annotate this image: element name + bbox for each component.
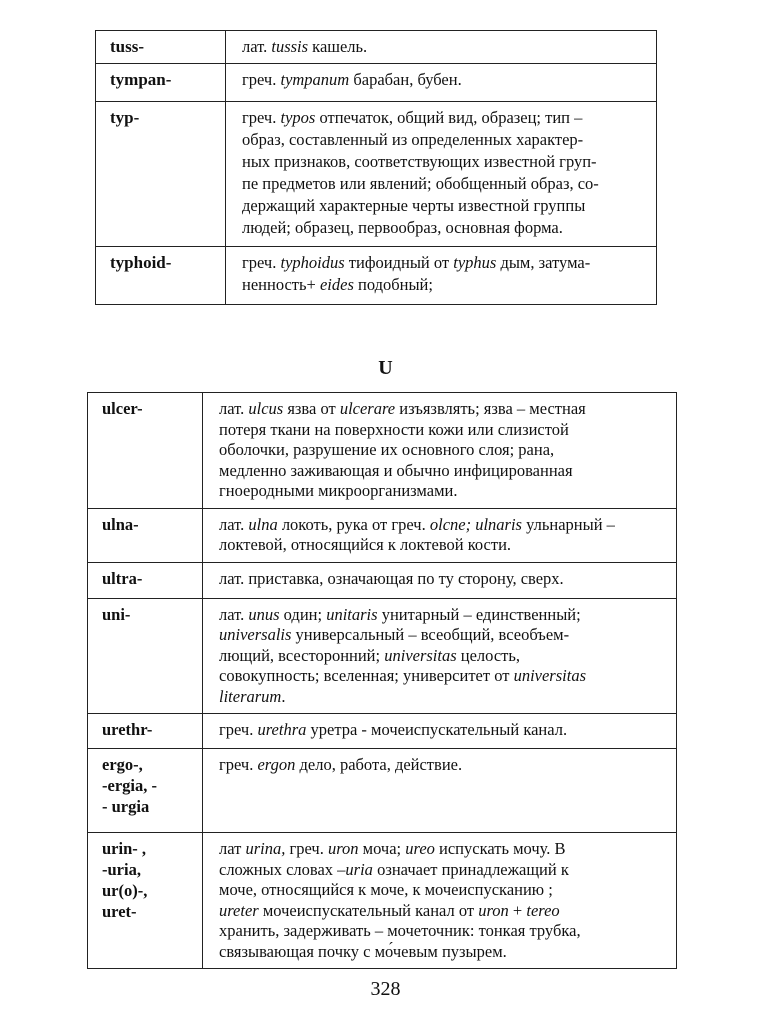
entry-definition: греч. typos отпечаток, общий вид, образец; тип – образ, составленный из определенных характер- ных признаков, соответствующих известной груп- пе предметов или явлений; обобщенный образ, со- держащий характерные черты известной группы людей; образец, первообраз, основная форма. [226, 102, 657, 247]
entry-term: ulna- [88, 508, 203, 562]
entry-definition: греч. typhoidus тифоидный от typhus дым, затума- ненность+ eides подобный; [226, 247, 657, 305]
entry-term: ulcer- [88, 393, 203, 509]
entry-term: ergo-, -ergia, - - urgia [88, 749, 203, 833]
table-row [88, 508, 677, 562]
entry-term: typhoid- [96, 247, 226, 305]
entry-term: typ- [96, 102, 226, 247]
entry-definition: лат. ulna локоть, рука от греч. olcne; ulnaris ульнарный – локтевой, относящийся к локтевой кости. [203, 508, 677, 562]
entry-definition: греч. ergon дело, работа, действие. [203, 749, 677, 833]
entry-definition: греч. urethra уретра - мочеиспускательный канал. [203, 714, 677, 749]
entry-term: tuss- [96, 31, 226, 64]
entry-term: uni- [88, 598, 203, 714]
table-row [88, 562, 677, 598]
table-row [88, 714, 677, 749]
table-row [96, 31, 657, 64]
entry-definition: лат. приставка, означающая по ту сторону, сверх. [203, 562, 677, 598]
entry-definition: греч. tympanum барабан, бубен. [226, 64, 657, 102]
entry-term: urin- , -uria, ur(o)-, uret- [88, 833, 203, 969]
table-row [96, 247, 657, 305]
table-row [88, 393, 677, 509]
entry-term: urethr- [88, 714, 203, 749]
page-number: 328 [370, 978, 401, 1000]
dictionary-table-u [87, 392, 677, 969]
section-letter-heading: U [378, 357, 393, 379]
entry-term: ultra- [88, 562, 203, 598]
entry-definition: лат. unus один; unitaris унитарный – единственный; universalis универсальный – всеобщий, всеобъем- лющий, всесторонний; universitas целость, совокупность; вселенная; университет от universitas literarum. [203, 598, 677, 714]
table-row [88, 598, 677, 714]
entry-definition: лат urina, греч. uron моча; ureo испускать мочу. В сложных словах –uria означает принадлежащий к моче, относящийся к моче, к мочеиспусканию ; ureter мочеиспускательный канал от uron + tereo хранить, задерживать – мочеточник: тонкая трубка, связывающая почку с мо́чевым пузырем. [203, 833, 677, 969]
dictionary-table-t [95, 30, 657, 305]
table-row [96, 102, 657, 247]
table-row [88, 749, 677, 833]
entry-definition: лат. ulcus язва от ulcerare изъязвлять; язва – местная потеря ткани на поверхности кожи или слизистой оболочки, разрушение их основного слоя; рана, медленно заживающая и обычно инфицированная гноеродными микроорганизмами. [203, 393, 677, 509]
table-row [96, 64, 657, 102]
entry-term: tympan- [96, 64, 226, 102]
table-row [88, 833, 677, 969]
entry-definition: лат. tussis кашель. [226, 31, 657, 64]
